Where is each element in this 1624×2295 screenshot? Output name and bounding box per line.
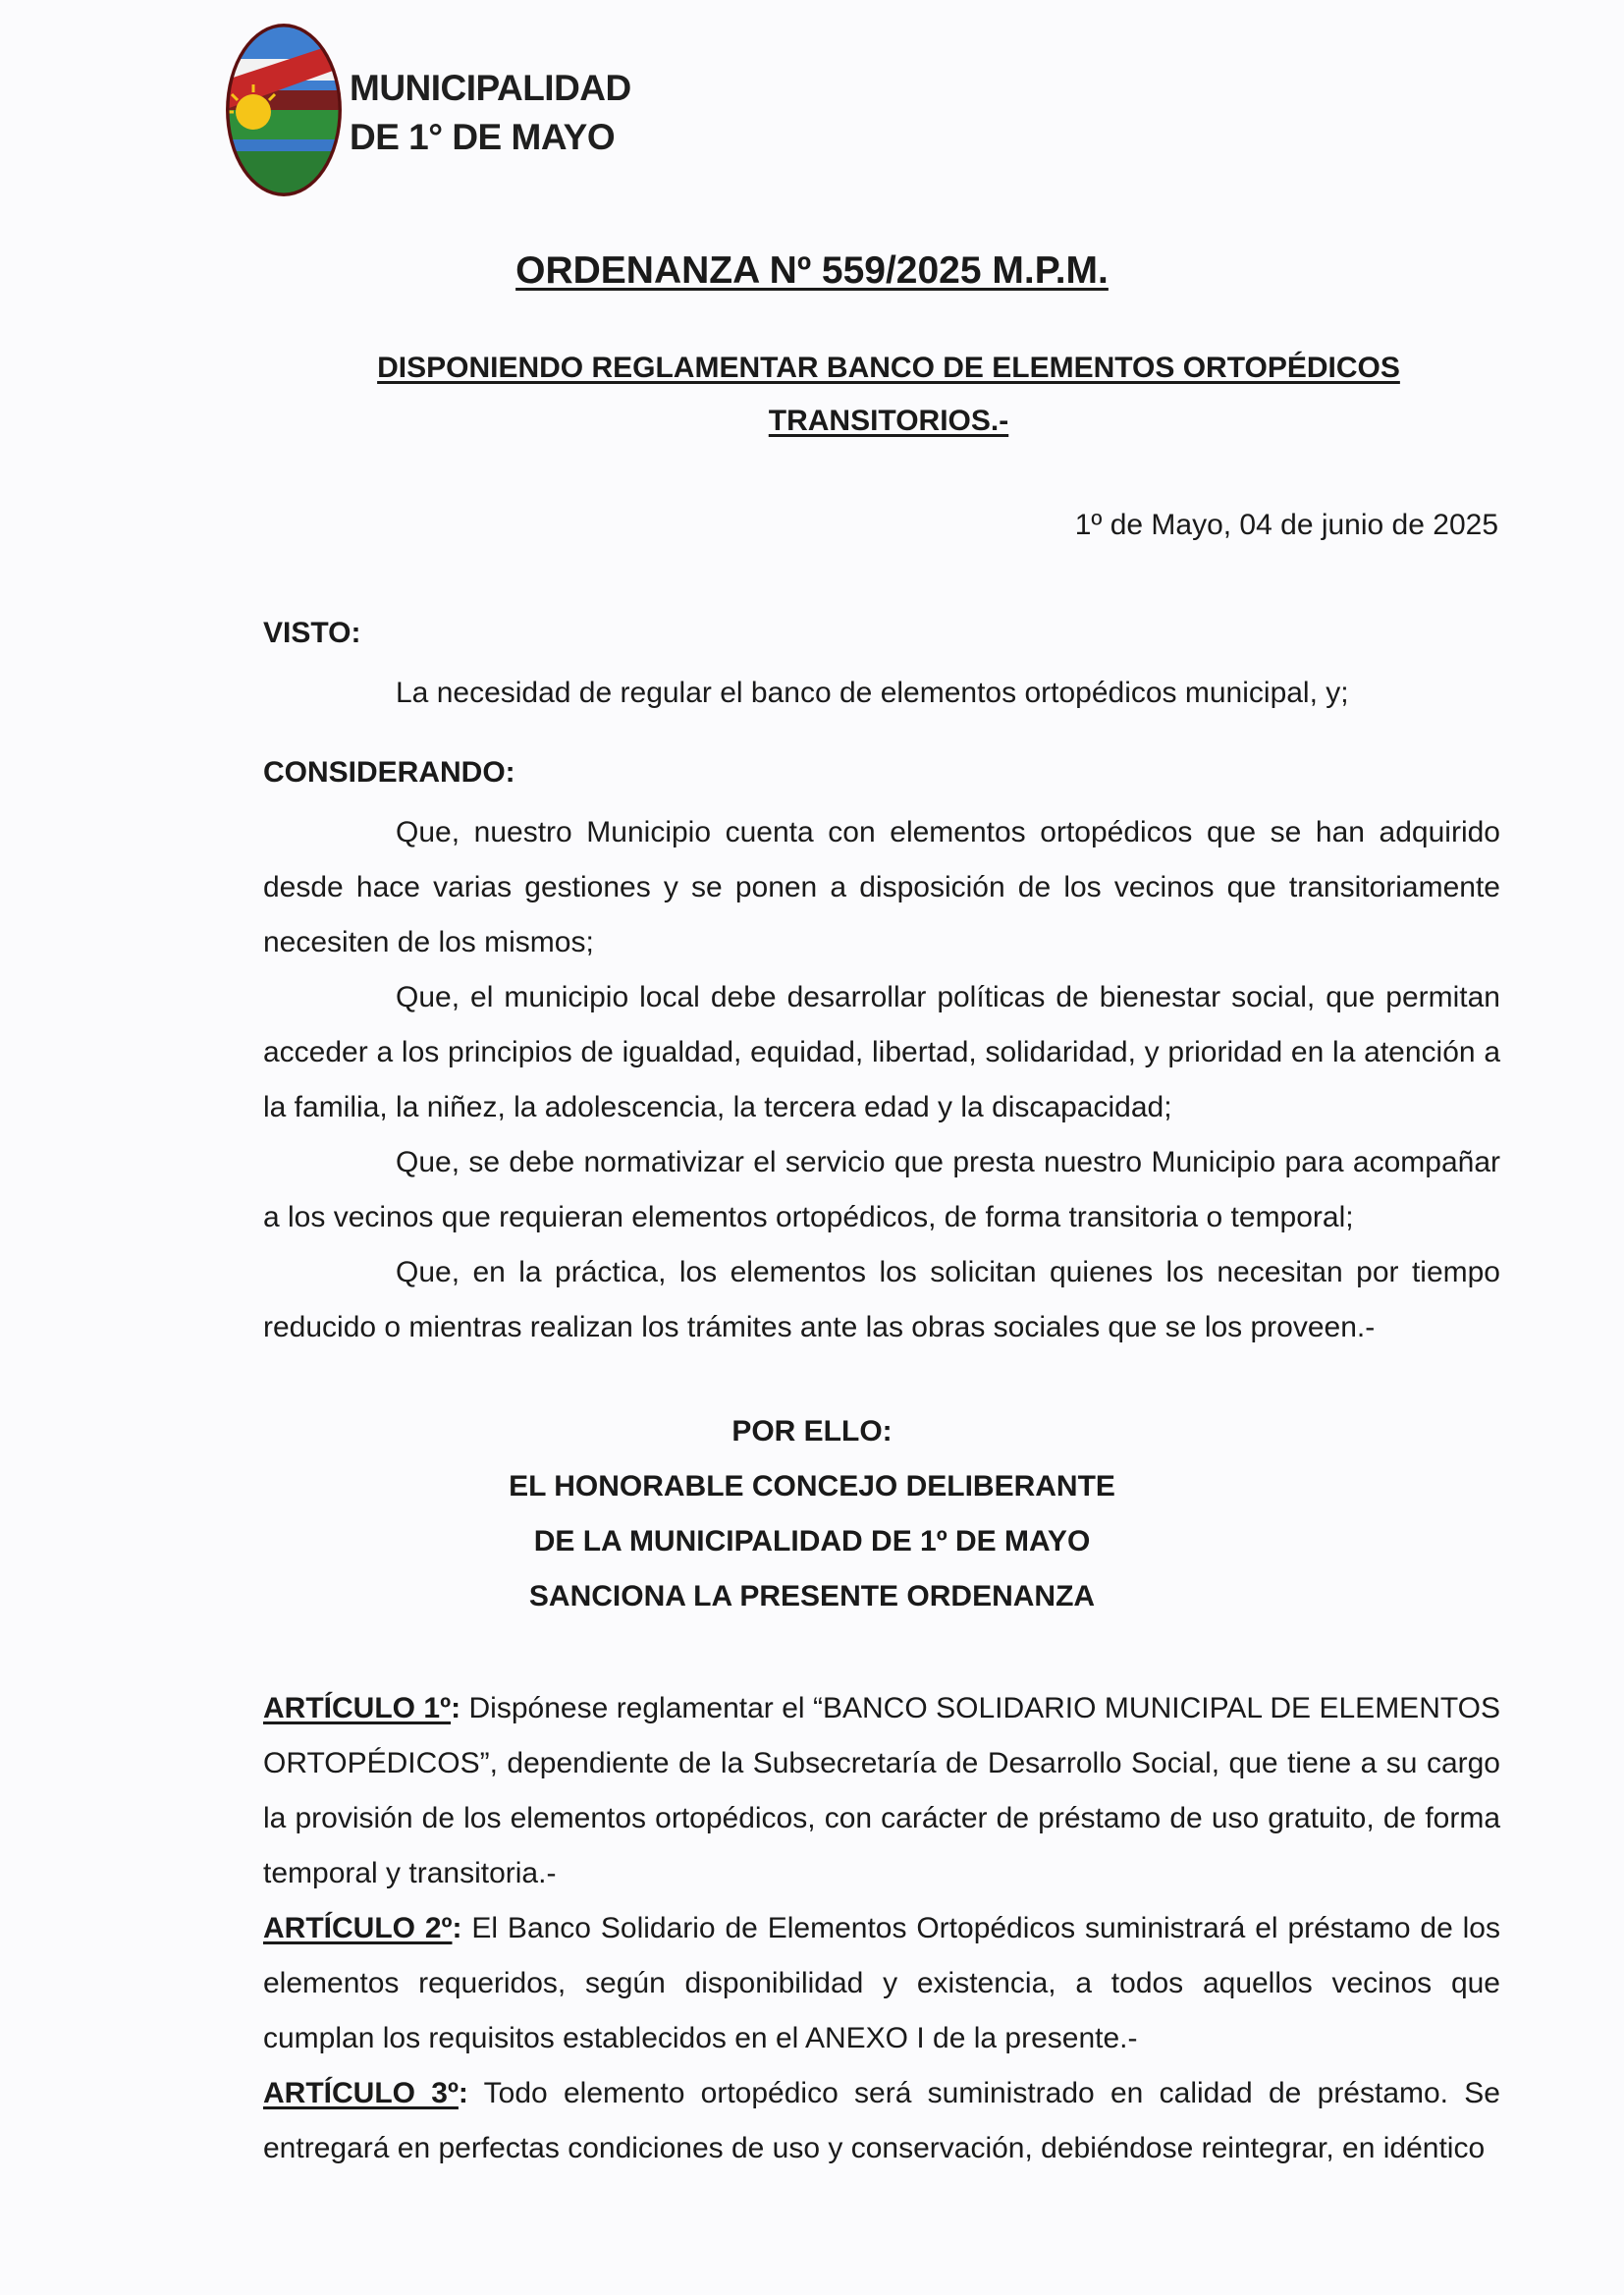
considerando-body <box>263 805 1500 1355</box>
considerando-paragraph: Que, el municipio local debe desarrollar políticas de bienestar social, que permitan acceder a los principios de igualdad, equidad, libertad, solidaridad, y prioridad en la atención a la familia, la niñez, la adolescencia, la tercera edad y la discapacidad; <box>263 981 1500 1123</box>
articles-section <box>263 1681 1500 2176</box>
article-2-label: ARTÍCULO 2º <box>263 1912 453 1944</box>
subtitle-line-2: TRANSITORIOS.- <box>768 405 1009 437</box>
council-line: EL HONORABLE CONCEJO DELIBERANTE <box>509 1470 1115 1503</box>
sanction-line: SANCIONA LA PRESENTE ORDENANZA <box>528 1580 1096 1612</box>
org-line-1: MUNICIPALIDAD <box>350 68 631 108</box>
article-1-text: Dispónese reglamentar el “BANCO SOLIDARIO MUNICIPAL DE ELEMENTOS ORTOPÉDICOS”, dependiente de la Subsecretaría de Desarrollo Social, que tiene a su cargo la provisión de los elementos ortopédicos, con carácter de préstamo de uso gratuito, de forma temporal y transitoria.- <box>263 1692 1500 1889</box>
considerando-paragraph: Que, se debe normativizar el servicio que presta nuestro Municipio para acompañar a los vecinos que requieran elementos ortopédicos, de forma transitoria o temporal; <box>263 1146 1500 1233</box>
municipal-seal-icon <box>224 22 344 198</box>
visto-text: La necesidad de regular el banco de elementos ortopédicos municipal, y; <box>396 677 1349 709</box>
article-2-text: El Banco Solidario de Elementos Ortopédicos suministrará el préstamo de los elementos requeridos, según disponibilidad y existencia, a todos aquellos vecinos que cumplan los requisitos establecidos en el ANEXO I de la presente.- <box>263 1912 1500 2054</box>
considerando-heading: CONSIDERANDO: <box>263 756 515 789</box>
municipality-line: DE LA MUNICIPALIDAD DE 1º DE MAYO <box>533 1525 1091 1557</box>
article-1: ARTÍCULO 1º: Dispónese reglamentar el “BANCO SOLIDARIO MUNICIPAL DE ELEMENTOS ORTOPÉDICOS”, dependiente de la Subsecretaría de Desarrollo Social, que tiene a su cargo la provisión de los elementos ortopédicos, con carácter de préstamo de uso gratuito, de forma temporal y transitoria.- <box>263 1692 1500 1889</box>
document-date: 1º de Mayo, 04 de junio de 2025 <box>1074 509 1498 541</box>
article-3: ARTÍCULO 3º: Todo elemento ortopédico será suministrado en calidad de préstamo. Se entregará en perfectas condiciones de uso y conservación, debiéndose reintegrar, en idéntico <box>263 2077 1500 2164</box>
por-ello-block <box>0 1404 1624 1624</box>
letterhead <box>224 22 631 198</box>
por-ello-line: POR ELLO: <box>731 1415 893 1448</box>
article-3-text: Todo elemento ortopédico será suministrado en calidad de préstamo. Se entregará en perfectas condiciones de uso y conservación, debiéndose reintegrar, en idéntico <box>263 2077 1500 2164</box>
ordinance-title: ORDENANZA Nº 559/2025 M.P.M. <box>515 249 1109 292</box>
considerando-paragraph: Que, nuestro Municipio cuenta con elementos ortopédicos que se han adquirido desde hace varias gestiones y se ponen a disposición de los vecinos que transitoriamente necesiten de los mismos; <box>263 816 1500 958</box>
municipality-name <box>350 64 631 162</box>
subtitle-line-1: DISPONIENDO REGLAMENTAR BANCO DE ELEMENTOS ORTOPÉDICOS <box>377 352 1400 384</box>
article-2: ARTÍCULO 2º: El Banco Solidario de Elementos Ortopédicos suministrará el préstamo de los elementos requeridos, según disponibilidad y existencia, a todos aquellos vecinos que cumplan los requisitos establecidos en el ANEXO I de la presente.- <box>263 1912 1500 2054</box>
article-3-label: ARTÍCULO 3º <box>263 2077 459 2109</box>
considerando-paragraph: Que, en la práctica, los elementos los solicitan quienes los necesitan por tiempo reducido o mientras realizan los trámites ante las obras sociales que se los proveen.- <box>263 1256 1500 1343</box>
org-line-2: DE 1° DE MAYO <box>350 117 616 157</box>
article-1-label: ARTÍCULO 1º <box>263 1692 452 1724</box>
ordinance-subtitle <box>324 342 1453 448</box>
visto-heading: VISTO: <box>263 617 361 649</box>
